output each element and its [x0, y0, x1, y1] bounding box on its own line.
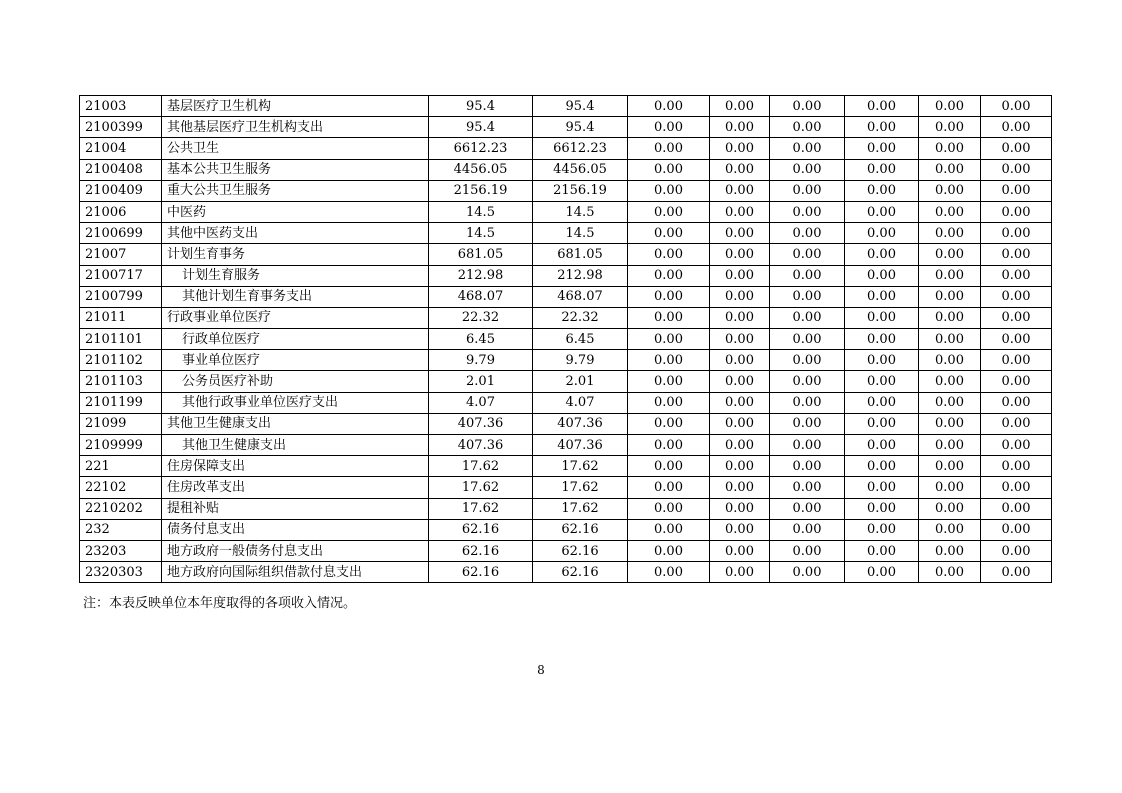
amount-cell: 0.00 [845, 329, 919, 350]
amount-cell: 0.00 [845, 286, 919, 307]
amount-cell: 95.4 [533, 96, 628, 117]
amount-cell: 0.00 [919, 180, 981, 201]
table-row [80, 392, 1052, 413]
amount-cell: 0.00 [770, 201, 845, 222]
amount-cell: 0.00 [845, 519, 919, 540]
amount-cell: 0.00 [919, 456, 981, 477]
amount-cell: 0.00 [919, 286, 981, 307]
amount-cell: 0.00 [845, 435, 919, 456]
amount-cell: 0.00 [710, 498, 770, 519]
amount-cell: 0.00 [981, 435, 1052, 456]
amount-cell: 4.07 [533, 392, 628, 413]
subject-code-cell: 2100799 [80, 286, 162, 307]
subject-code-cell: 21007 [80, 244, 162, 265]
page-number: 8 [537, 663, 545, 677]
subject-code-cell: 21004 [80, 138, 162, 159]
amount-cell: 0.00 [710, 223, 770, 244]
amount-cell: 0.00 [628, 96, 710, 117]
amount-cell: 212.98 [533, 265, 628, 286]
subject-code-cell: 2320303 [80, 562, 162, 583]
amount-cell: 0.00 [628, 435, 710, 456]
amount-cell: 0.00 [981, 477, 1052, 498]
subject-name-cell: 其他卫生健康支出 [162, 435, 429, 456]
amount-cell: 0.00 [981, 180, 1052, 201]
amount-cell: 0.00 [845, 244, 919, 265]
amount-cell: 6612.23 [533, 138, 628, 159]
amount-cell: 0.00 [710, 244, 770, 265]
amount-cell: 0.00 [710, 392, 770, 413]
amount-cell: 0.00 [628, 244, 710, 265]
amount-cell: 0.00 [845, 371, 919, 392]
amount-cell: 2156.19 [429, 180, 533, 201]
subject-name-cell: 事业单位医疗 [162, 350, 429, 371]
amount-cell: 6.45 [533, 329, 628, 350]
table-row [80, 350, 1052, 371]
amount-cell: 0.00 [770, 456, 845, 477]
amount-cell: 0.00 [770, 435, 845, 456]
amount-cell: 0.00 [981, 223, 1052, 244]
amount-cell: 0.00 [919, 392, 981, 413]
amount-cell: 0.00 [919, 223, 981, 244]
amount-cell: 22.32 [533, 307, 628, 328]
amount-cell: 0.00 [710, 413, 770, 434]
subject-name-cell: 其他中医药支出 [162, 223, 429, 244]
amount-cell: 62.16 [429, 562, 533, 583]
amount-cell: 0.00 [845, 265, 919, 286]
amount-cell: 0.00 [628, 456, 710, 477]
subject-code-cell: 2100409 [80, 180, 162, 201]
amount-cell: 0.00 [770, 180, 845, 201]
subject-name-cell: 债务付息支出 [162, 519, 429, 540]
table-row [80, 286, 1052, 307]
subject-code-cell: 21006 [80, 201, 162, 222]
amount-cell: 62.16 [533, 519, 628, 540]
amount-cell: 0.00 [710, 477, 770, 498]
amount-cell: 0.00 [628, 371, 710, 392]
amount-cell: 0.00 [628, 350, 710, 371]
amount-cell: 95.4 [429, 117, 533, 138]
amount-cell: 0.00 [710, 96, 770, 117]
subject-code-cell: 21011 [80, 307, 162, 328]
amount-cell: 0.00 [628, 138, 710, 159]
amount-cell: 0.00 [981, 265, 1052, 286]
amount-cell: 0.00 [981, 350, 1052, 371]
amount-cell: 0.00 [981, 201, 1052, 222]
amount-cell: 0.00 [919, 244, 981, 265]
amount-cell: 0.00 [770, 244, 845, 265]
amount-cell: 17.62 [429, 456, 533, 477]
amount-cell: 0.00 [710, 456, 770, 477]
amount-cell: 0.00 [919, 562, 981, 583]
amount-cell: 0.00 [919, 540, 981, 561]
amount-cell: 0.00 [710, 371, 770, 392]
amount-cell: 14.5 [429, 223, 533, 244]
subject-code-cell: 2101103 [80, 371, 162, 392]
subject-code-cell: 2100717 [80, 265, 162, 286]
amount-cell: 0.00 [770, 350, 845, 371]
amount-cell: 0.00 [710, 307, 770, 328]
amount-cell: 0.00 [770, 265, 845, 286]
table-row [80, 96, 1052, 117]
amount-cell: 0.00 [628, 201, 710, 222]
amount-cell: 0.00 [981, 562, 1052, 583]
amount-cell: 0.00 [919, 96, 981, 117]
amount-cell: 681.05 [429, 244, 533, 265]
amount-cell: 0.00 [770, 223, 845, 244]
amount-cell: 0.00 [628, 117, 710, 138]
table-row [80, 329, 1052, 350]
amount-cell: 17.62 [533, 456, 628, 477]
table-row [80, 413, 1052, 434]
subject-name-cell: 地方政府一般债务付息支出 [162, 540, 429, 561]
amount-cell: 0.00 [981, 392, 1052, 413]
amount-cell: 0.00 [919, 307, 981, 328]
amount-cell: 17.62 [429, 477, 533, 498]
amount-cell: 407.36 [429, 413, 533, 434]
amount-cell: 0.00 [628, 540, 710, 561]
table-row [80, 138, 1052, 159]
amount-cell: 0.00 [710, 562, 770, 583]
amount-cell: 0.00 [710, 180, 770, 201]
amount-cell: 407.36 [429, 435, 533, 456]
table-row [80, 435, 1052, 456]
amount-cell: 6612.23 [429, 138, 533, 159]
amount-cell: 0.00 [981, 498, 1052, 519]
amount-cell: 4456.05 [533, 159, 628, 180]
amount-cell: 0.00 [845, 413, 919, 434]
amount-cell: 0.00 [770, 540, 845, 561]
amount-cell: 0.00 [770, 477, 845, 498]
subject-name-cell: 中医药 [162, 201, 429, 222]
amount-cell: 0.00 [770, 371, 845, 392]
table-body [80, 96, 1052, 583]
amount-cell: 0.00 [919, 350, 981, 371]
amount-cell: 0.00 [981, 413, 1052, 434]
amount-cell: 0.00 [845, 392, 919, 413]
amount-cell: 0.00 [628, 286, 710, 307]
table-row [80, 265, 1052, 286]
amount-cell: 95.4 [533, 117, 628, 138]
amount-cell: 0.00 [770, 286, 845, 307]
amount-cell: 0.00 [845, 138, 919, 159]
subject-name-cell: 基层医疗卫生机构 [162, 96, 429, 117]
amount-cell: 0.00 [981, 286, 1052, 307]
table-row [80, 180, 1052, 201]
amount-cell: 0.00 [845, 498, 919, 519]
amount-cell: 2.01 [533, 371, 628, 392]
table-row [80, 223, 1052, 244]
amount-cell: 0.00 [710, 435, 770, 456]
table-row [80, 371, 1052, 392]
amount-cell: 0.00 [981, 307, 1052, 328]
amount-cell: 0.00 [845, 159, 919, 180]
table-row [80, 117, 1052, 138]
subject-name-cell: 其他卫生健康支出 [162, 413, 429, 434]
amount-cell: 0.00 [981, 244, 1052, 265]
subject-code-cell: 2101101 [80, 329, 162, 350]
amount-cell: 0.00 [919, 519, 981, 540]
subject-code-cell: 23203 [80, 540, 162, 561]
amount-cell: 0.00 [981, 117, 1052, 138]
table-row [80, 540, 1052, 561]
amount-cell: 4.07 [429, 392, 533, 413]
amount-cell: 0.00 [919, 435, 981, 456]
table-row [80, 307, 1052, 328]
amount-cell: 0.00 [710, 159, 770, 180]
subject-name-cell: 行政单位医疗 [162, 329, 429, 350]
subject-name-cell: 住房保障支出 [162, 456, 429, 477]
amount-cell: 0.00 [628, 562, 710, 583]
amount-cell: 0.00 [770, 413, 845, 434]
subject-code-cell: 2100399 [80, 117, 162, 138]
amount-cell: 0.00 [981, 329, 1052, 350]
amount-cell: 0.00 [710, 286, 770, 307]
amount-cell: 681.05 [533, 244, 628, 265]
amount-cell: 95.4 [429, 96, 533, 117]
subject-name-cell: 其他计划生育事务支出 [162, 286, 429, 307]
subject-name-cell: 公务员医疗补助 [162, 371, 429, 392]
amount-cell: 0.00 [710, 117, 770, 138]
amount-cell: 0.00 [845, 350, 919, 371]
amount-cell: 9.79 [429, 350, 533, 371]
amount-cell: 0.00 [770, 117, 845, 138]
amount-cell: 0.00 [770, 392, 845, 413]
amount-cell: 0.00 [919, 498, 981, 519]
amount-cell: 407.36 [533, 435, 628, 456]
subject-code-cell: 21099 [80, 413, 162, 434]
amount-cell: 0.00 [710, 265, 770, 286]
amount-cell: 0.00 [919, 138, 981, 159]
amount-cell: 0.00 [628, 498, 710, 519]
amount-cell: 0.00 [770, 159, 845, 180]
amount-cell: 0.00 [628, 159, 710, 180]
amount-cell: 0.00 [770, 138, 845, 159]
amount-cell: 0.00 [981, 519, 1052, 540]
amount-cell: 0.00 [710, 329, 770, 350]
table-row [80, 244, 1052, 265]
subject-name-cell: 住房改革支出 [162, 477, 429, 498]
amount-cell: 0.00 [981, 371, 1052, 392]
subject-name-cell: 重大公共卫生服务 [162, 180, 429, 201]
amount-cell: 468.07 [429, 286, 533, 307]
amount-cell: 0.00 [710, 519, 770, 540]
amount-cell: 0.00 [981, 138, 1052, 159]
subject-name-cell: 其他基层医疗卫生机构支出 [162, 117, 429, 138]
table-row [80, 456, 1052, 477]
amount-cell: 0.00 [845, 223, 919, 244]
amount-cell: 0.00 [770, 307, 845, 328]
amount-cell: 0.00 [845, 117, 919, 138]
amount-cell: 0.00 [628, 413, 710, 434]
amount-cell: 2.01 [429, 371, 533, 392]
subject-name-cell: 其他行政事业单位医疗支出 [162, 392, 429, 413]
amount-cell: 0.00 [919, 159, 981, 180]
amount-cell: 62.16 [533, 540, 628, 561]
amount-cell: 0.00 [919, 413, 981, 434]
amount-cell: 0.00 [628, 265, 710, 286]
amount-cell: 0.00 [845, 96, 919, 117]
amount-cell: 62.16 [429, 519, 533, 540]
amount-cell: 0.00 [628, 180, 710, 201]
amount-cell: 0.00 [770, 562, 845, 583]
amount-cell: 14.5 [429, 201, 533, 222]
table-row [80, 519, 1052, 540]
amount-cell: 0.00 [981, 540, 1052, 561]
amount-cell: 0.00 [845, 540, 919, 561]
amount-cell: 0.00 [845, 456, 919, 477]
amount-cell: 62.16 [533, 562, 628, 583]
table-note: 注：本表反映单位本年度取得的各项收入情况。 [83, 596, 357, 611]
subject-code-cell: 232 [80, 519, 162, 540]
amount-cell: 0.00 [845, 307, 919, 328]
amount-cell: 0.00 [845, 562, 919, 583]
amount-cell: 0.00 [628, 329, 710, 350]
table-row [80, 477, 1052, 498]
amount-cell: 14.5 [533, 223, 628, 244]
amount-cell: 0.00 [770, 329, 845, 350]
subject-code-cell: 221 [80, 456, 162, 477]
amount-cell: 62.16 [429, 540, 533, 561]
amount-cell: 17.62 [533, 477, 628, 498]
subject-code-cell: 2101199 [80, 392, 162, 413]
amount-cell: 0.00 [919, 477, 981, 498]
amount-cell: 2156.19 [533, 180, 628, 201]
income-table [79, 95, 1052, 583]
amount-cell: 0.00 [628, 392, 710, 413]
amount-cell: 468.07 [533, 286, 628, 307]
subject-name-cell: 基本公共卫生服务 [162, 159, 429, 180]
amount-cell: 0.00 [845, 477, 919, 498]
amount-cell: 6.45 [429, 329, 533, 350]
amount-cell: 0.00 [770, 498, 845, 519]
subject-code-cell: 2100699 [80, 223, 162, 244]
amount-cell: 0.00 [919, 371, 981, 392]
table-row [80, 159, 1052, 180]
subject-code-cell: 2109999 [80, 435, 162, 456]
amount-cell: 407.36 [533, 413, 628, 434]
amount-cell: 0.00 [628, 307, 710, 328]
amount-cell: 9.79 [533, 350, 628, 371]
amount-cell: 0.00 [770, 519, 845, 540]
subject-code-cell: 2101102 [80, 350, 162, 371]
amount-cell: 0.00 [628, 223, 710, 244]
amount-cell: 0.00 [628, 519, 710, 540]
amount-cell: 17.62 [429, 498, 533, 519]
amount-cell: 0.00 [919, 201, 981, 222]
amount-cell: 0.00 [845, 201, 919, 222]
amount-cell: 4456.05 [429, 159, 533, 180]
amount-cell: 0.00 [710, 540, 770, 561]
amount-cell: 14.5 [533, 201, 628, 222]
amount-cell: 0.00 [710, 138, 770, 159]
amount-cell: 17.62 [533, 498, 628, 519]
amount-cell: 212.98 [429, 265, 533, 286]
table-row [80, 201, 1052, 222]
amount-cell: 22.32 [429, 307, 533, 328]
amount-cell: 0.00 [981, 456, 1052, 477]
subject-name-cell: 地方政府向国际组织借款付息支出 [162, 562, 429, 583]
subject-name-cell: 公共卫生 [162, 138, 429, 159]
subject-name-cell: 计划生育服务 [162, 265, 429, 286]
amount-cell: 0.00 [981, 96, 1052, 117]
amount-cell: 0.00 [919, 117, 981, 138]
amount-cell: 0.00 [845, 180, 919, 201]
subject-name-cell: 计划生育事务 [162, 244, 429, 265]
amount-cell: 0.00 [981, 159, 1052, 180]
amount-cell: 0.00 [710, 350, 770, 371]
amount-cell: 0.00 [919, 329, 981, 350]
subject-code-cell: 2210202 [80, 498, 162, 519]
table-row [80, 498, 1052, 519]
subject-code-cell: 2100408 [80, 159, 162, 180]
amount-cell: 0.00 [770, 96, 845, 117]
subject-code-cell: 22102 [80, 477, 162, 498]
subject-name-cell: 行政事业单位医疗 [162, 307, 429, 328]
subject-name-cell: 提租补贴 [162, 498, 429, 519]
subject-code-cell: 21003 [80, 96, 162, 117]
amount-cell: 0.00 [710, 201, 770, 222]
amount-cell: 0.00 [628, 477, 710, 498]
amount-cell: 0.00 [919, 265, 981, 286]
table-row [80, 562, 1052, 583]
